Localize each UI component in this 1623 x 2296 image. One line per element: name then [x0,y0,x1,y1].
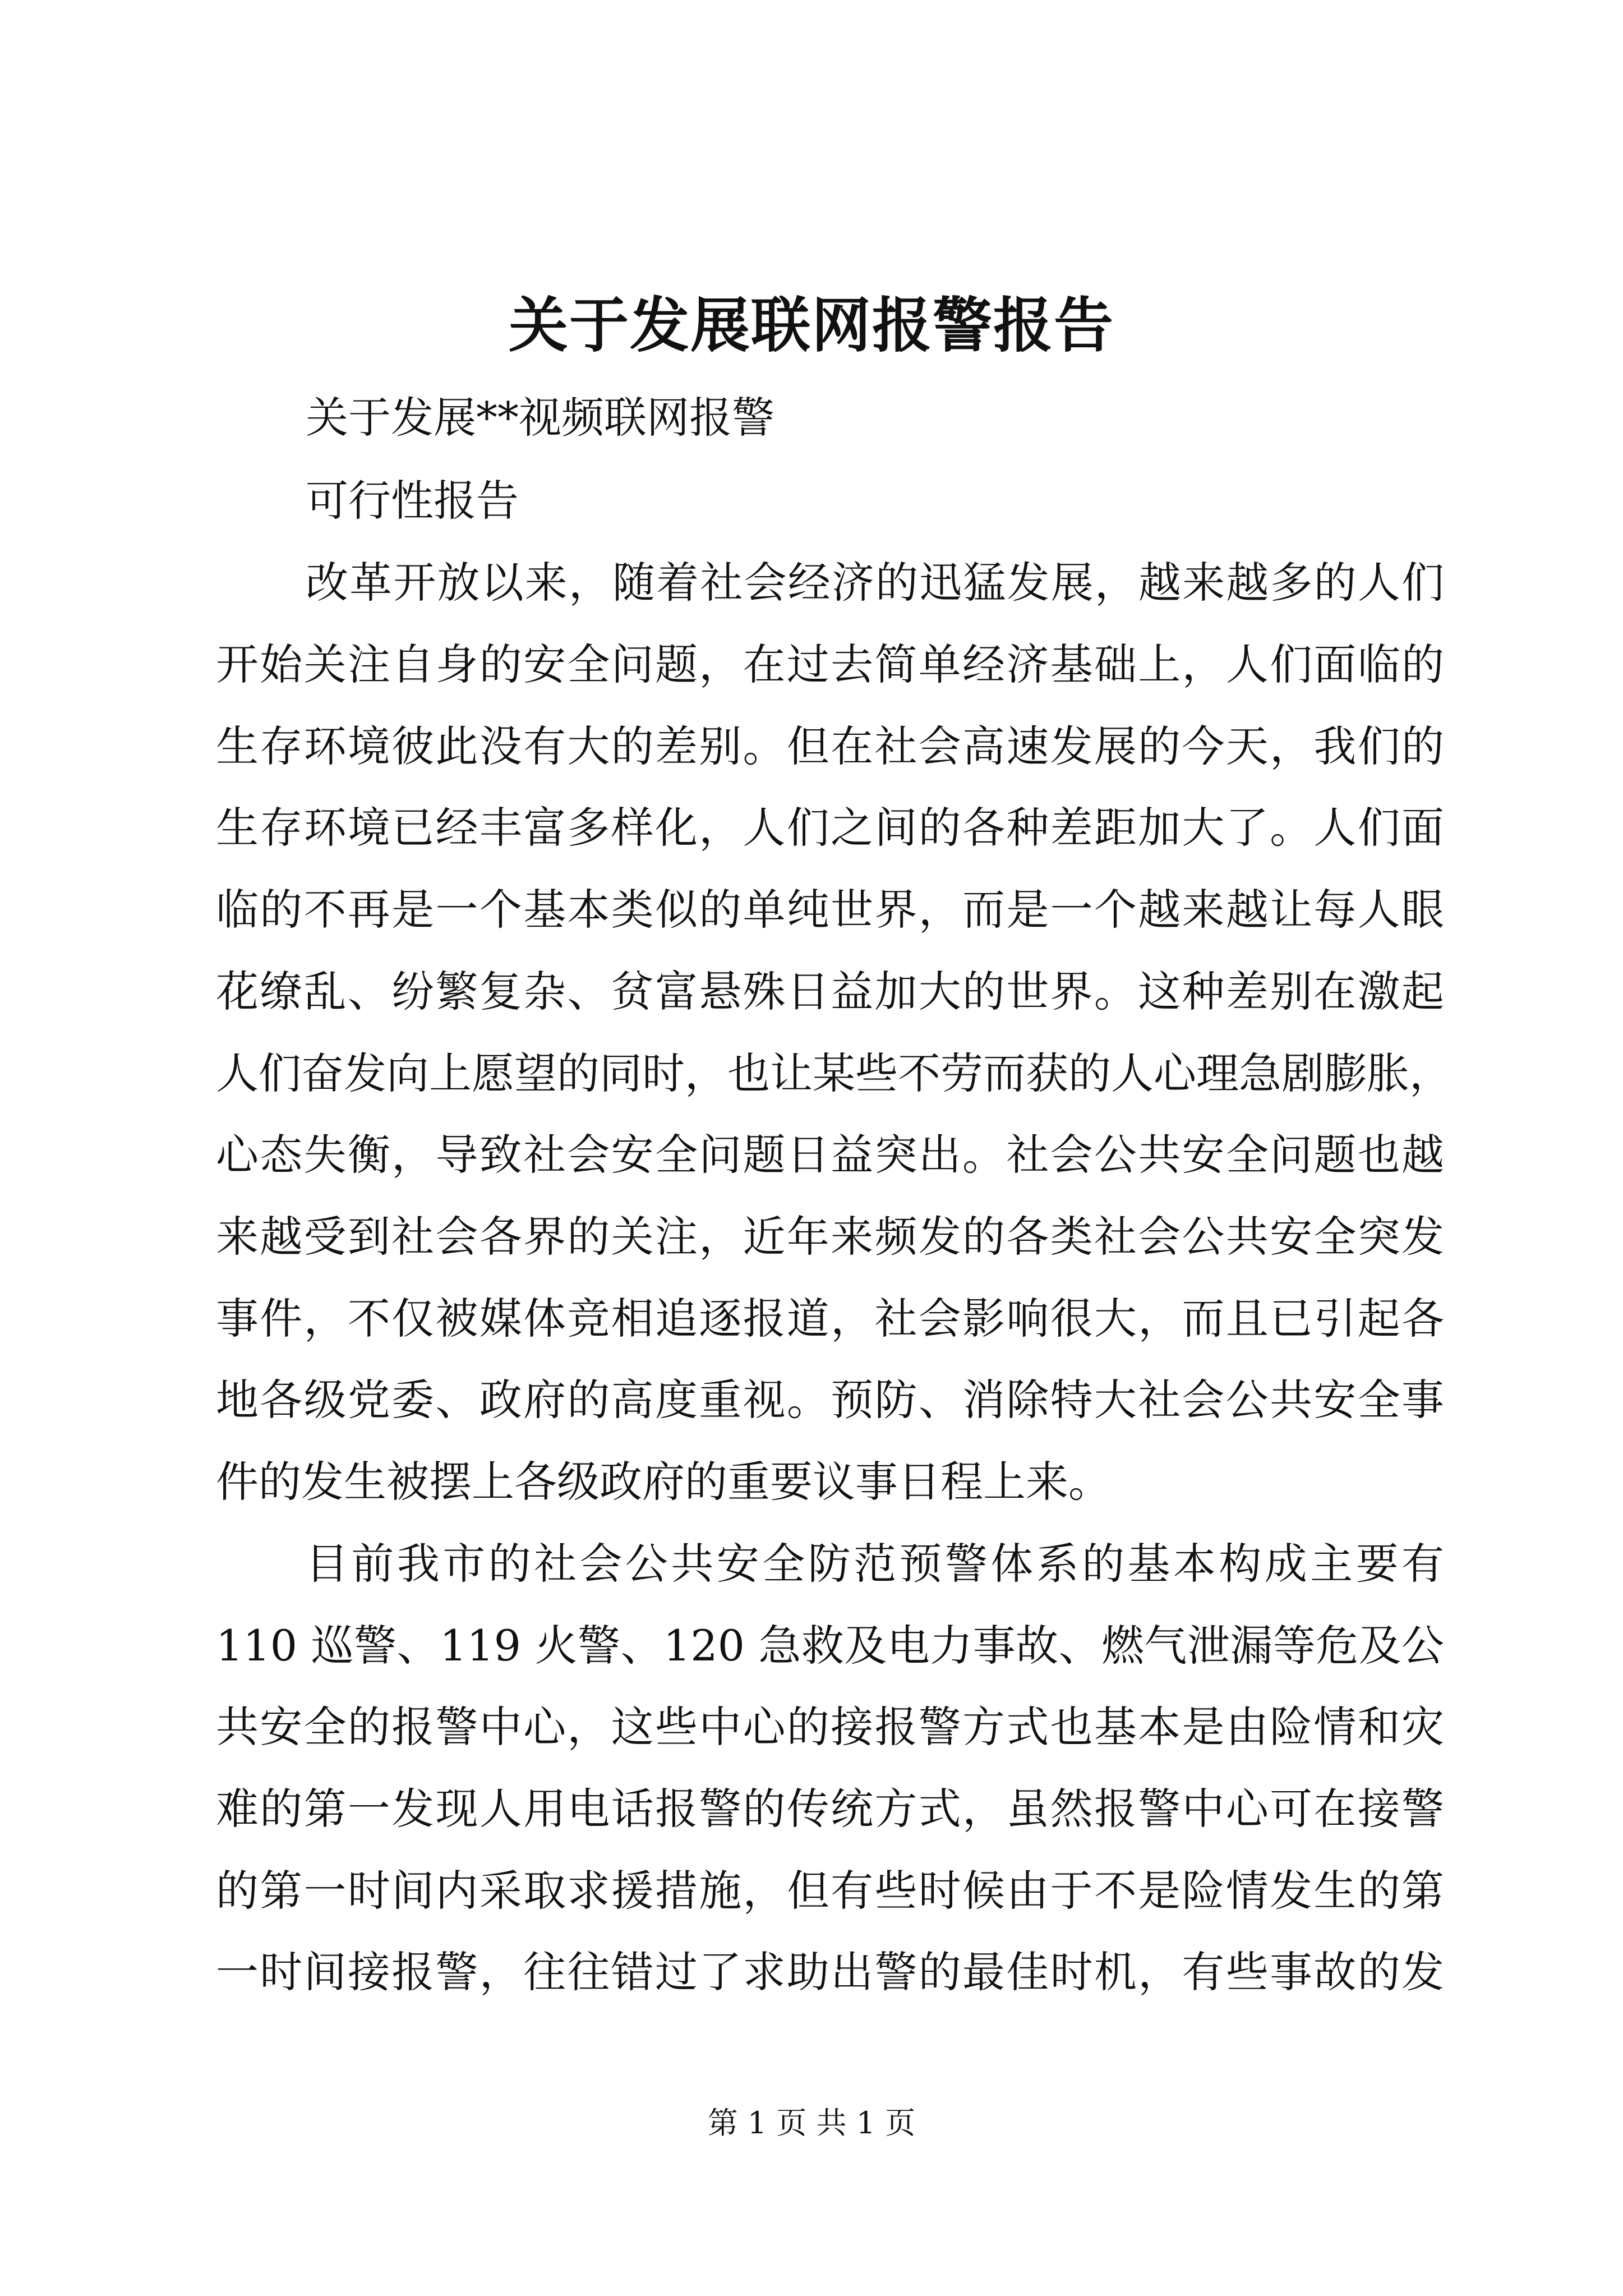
paragraph-line: 目前我市的社会公共安全防范预警体系的基本构成主要有 [306,1539,1444,1589]
paragraph-line: 改革开放以来，随着社会经济的迅猛发展，越来越多的人们 [306,558,1444,608]
paragraph-line: 地各级党委、政府的高度重视。预防、消除特大社会公共安全事 [216,1375,1444,1425]
paragraph-line: 生存环境已经丰富多样化，人们之间的各种差距加大了。人们面 [216,803,1444,853]
paragraph-line: 的第一时间内采取求援措施，但有些时候由于不是险情发生的第 [216,1866,1444,1916]
subtitle-line: 可行性报告 [306,476,519,526]
subtitle-line: 关于发展**视频联网报警 [306,393,774,443]
page-number-footer: 第 1 页 共 1 页 [707,2105,916,2141]
paragraph-line: 花缭乱、纷繁复杂、贫富悬殊日益加大的世界。这种差别在激起 [216,967,1444,1016]
paragraph-line: 开始关注自身的安全问题，在过去简单经济基础上，人们面临的 [216,639,1444,689]
paragraph-line: 110 巡警、119 火警、120 急救及电力事故、燃气泄漏等危及公 [216,1621,1444,1671]
paragraph-line: 共安全的报警中心，这些中心的接报警方式也基本是由险情和灾 [216,1702,1444,1752]
paragraph-line: 难的第一发现人用电话报警的传统方式，虽然报警中心可在接警 [216,1784,1444,1834]
paragraph-line: 事件，不仅被媒体竞相追逐报道，社会影响很大，而且已引起各 [216,1294,1444,1343]
paragraph-line: 心态失衡，导致社会安全问题日益突出。社会公共安全问题也越 [216,1130,1444,1180]
paragraph-line: 来越受到社会各界的关注，近年来频发的各类社会公共安全突发 [216,1212,1444,1262]
paragraph-line: 一时间接报警，往往错过了求助出警的最佳时机，有些事故的发 [216,1947,1444,1997]
paragraph-line: 人们奋发向上愿望的同时，也让某些不劳而获的人心理急剧膨胀， [216,1048,1452,1098]
paragraph-line: 生存环境彼此没有大的差别。但在社会高速发展的今天，我们的 [216,721,1444,771]
document-title: 关于发展联网报警报告 [509,290,1114,360]
paragraph-line: 临的不再是一个基本类似的单纯世界，而是一个越来越让每人眼 [216,885,1444,935]
paragraph-line: 件的发生被摆上各级政府的重要议事日程上来。 [216,1457,1111,1507]
